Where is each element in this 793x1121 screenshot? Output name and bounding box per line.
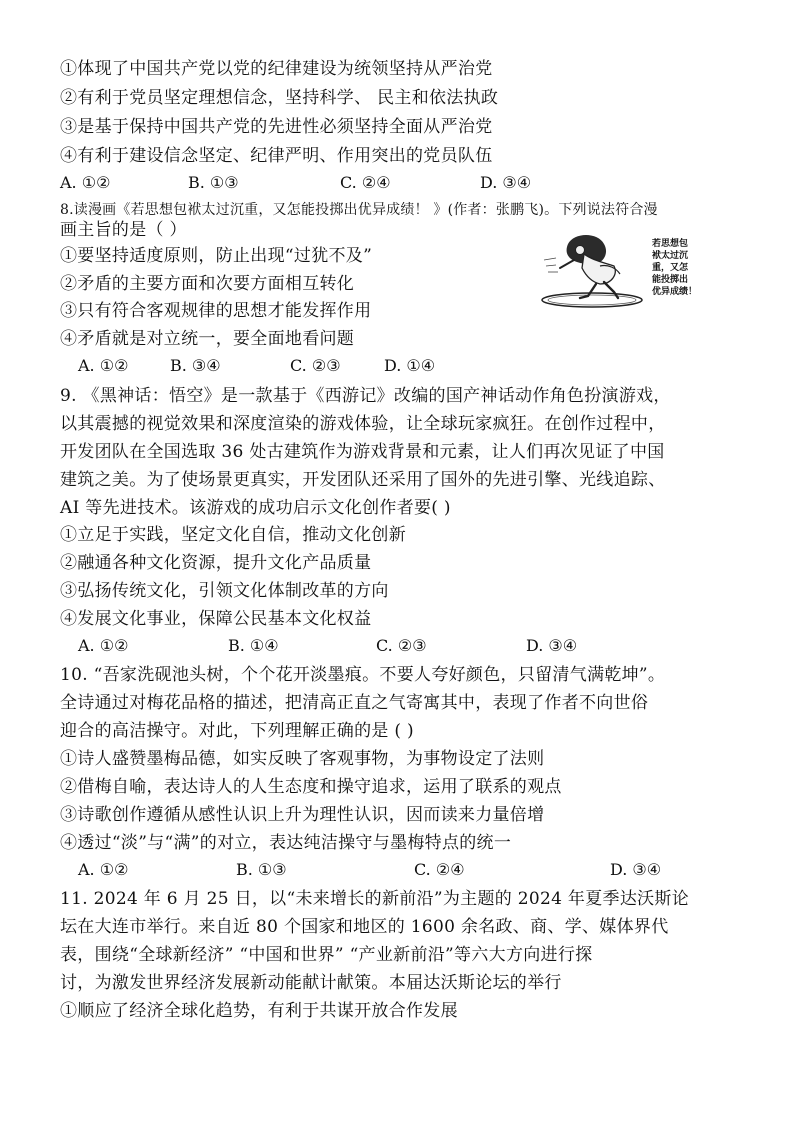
- q11-stem-line-1: 11. 2024 年 6 月 25 日，以“未来增长的新前沿”为主题的 2024 年夏季达沃斯论: [60, 889, 690, 909]
- q10-stem-line-3: 迎合的高洁操守。对此，下列理解正确的是 ( ): [60, 721, 414, 741]
- q10-item-2: ②借梅自喻，表达诗人的人生态度和操守追求，运用了联系的观点: [60, 777, 562, 797]
- q8-item-3: ③只有符合客观规律的思想才能发挥作用: [60, 301, 372, 321]
- q8-item-2: ②矛盾的主要方面和次要方面相互转化: [60, 274, 355, 294]
- q9-item-4: ④发展文化事业，保障公民基本文化权益: [60, 609, 372, 629]
- q9-item-2: ②融通各种文化资源，提升文化产品质量: [60, 553, 372, 573]
- q8-item-1: ①要坚持适度原则，防止出现“过犹不及”: [60, 246, 373, 266]
- q11-stem-line-2: 坛在大连市举行。来自近 80 个国家和地区的 1600 余名政、商、学、媒体界代: [60, 917, 669, 937]
- q10-item-3: ③诗歌创作遵循从感性认识上升为理性认识，因而读来力量倍增: [60, 805, 545, 825]
- q10-option-b: B. ①③: [236, 860, 287, 879]
- cartoon-caption-line-5: 优异成绩！: [652, 287, 698, 297]
- q9-stem-line-2: 以其震撼的视觉效果和深度渲染的游戏体验，让全球玩家疯狂。在创作过程中，: [60, 414, 666, 434]
- q11-stem-line-4: 讨，为激发世界经济发展新动能献计献策。本届达沃斯论坛的举行: [60, 973, 562, 993]
- q10-option-c: C. ②④: [414, 860, 465, 879]
- q7-item-4: ④有利于建设信念坚定、纪律严明、作用突出的党员队伍: [60, 146, 493, 166]
- q9-item-1: ①立足于实践，坚定文化自信，推动文化创新: [60, 525, 406, 545]
- cartoon-caption-line-3: 重，又怎: [652, 263, 689, 273]
- q8-option-b: B. ③④: [170, 356, 221, 375]
- q10-stem-line-2: 全诗通过对梅花品格的描述，把清高正直之气寄寓其中，表现了作者不向世俗: [60, 693, 649, 713]
- q8-option-d: D. ①④: [384, 356, 436, 375]
- q9-stem-line-1: 9. 《黑神话：悟空》是一款基于《西游记》改编的国产神话动作角色扮演游戏，: [60, 386, 671, 406]
- q9-stem-line-3: 开发团队在全国选取 36 处古建筑作为游戏背景和元素，让人们再次见证了中国: [60, 442, 665, 462]
- cartoon-caption-line-1: 若思想包: [652, 239, 689, 249]
- q9-option-a: A. ①②: [78, 636, 129, 655]
- q7-option-d: D. ③④: [480, 173, 532, 192]
- q8-option-a: A. ①②: [78, 356, 129, 375]
- q10-item-1: ①诗人盛赞墨梅品德，如实反映了客观事物，为事物设定了法则: [60, 749, 545, 769]
- q7-item-3: ③是基于保持中国共产党的先进性必须坚持全面从严治党: [60, 117, 493, 137]
- q8-option-c: C. ②③: [290, 356, 341, 375]
- q9-option-d: D. ③④: [526, 636, 578, 655]
- q9-stem-line-5: AI 等先进技术。该游戏的成功启示文化创作者要( ): [60, 498, 451, 518]
- cartoon-illustration: [540, 230, 708, 310]
- q10-option-a: A. ①②: [78, 860, 129, 879]
- cartoon-caption-line-2: 袱太过沉: [652, 251, 689, 261]
- q8-stem-line-1: 8.读漫画《若思想包袱太过沉重，又怎能投掷出优异成绩！ 》(作者：张鹏飞)。下列说法符合漫: [60, 202, 658, 218]
- q7-item-1: ①体现了中国共产党以党的纪律建设为统领坚持从严治党: [60, 59, 493, 79]
- q10-item-4: ④透过“淡”与“满”的对立，表达纯洁操守与墨梅特点的统一: [60, 833, 512, 853]
- q9-option-c: C. ②③: [376, 636, 427, 655]
- cartoon-caption-line-4: 能投掷出: [652, 275, 689, 285]
- q10-option-d: D. ③④: [610, 860, 662, 879]
- q10-stem-line-1: 10. “吾家洗砚池头树，个个花开淡墨痕。不要人夸好颜色，只留清气满乾坤”。: [60, 665, 666, 685]
- q8-stem-line-2: 画主旨的是（ ）: [60, 220, 187, 240]
- q9-option-b: B. ①④: [228, 636, 279, 655]
- q11-item-1: ①顺应了经济全球化趋势，有利于共谋开放合作发展: [60, 1001, 458, 1021]
- q7-option-c: C. ②④: [340, 173, 391, 192]
- q11-stem-line-3: 表，围绕“全球新经济” “中国和世界” “产业新前沿”等六大方向进行探: [60, 945, 593, 965]
- cartoon-caption: [652, 238, 710, 298]
- q8-item-4: ④矛盾就是对立统一，要全面地看问题: [60, 329, 355, 349]
- q7-item-2: ②有利于党员坚定理想信念，坚持科学、 民主和依法执政: [60, 88, 499, 108]
- q9-item-3: ③弘扬传统文化，引领文化体制改革的方向: [60, 581, 389, 601]
- q7-option-b: B. ①③: [188, 173, 239, 192]
- q9-stem-line-4: 建筑之美。为了使场景更真实，开发团队还采用了国外的先进引擎、光线追踪、: [60, 470, 666, 490]
- q7-option-a: A. ①②: [60, 173, 111, 192]
